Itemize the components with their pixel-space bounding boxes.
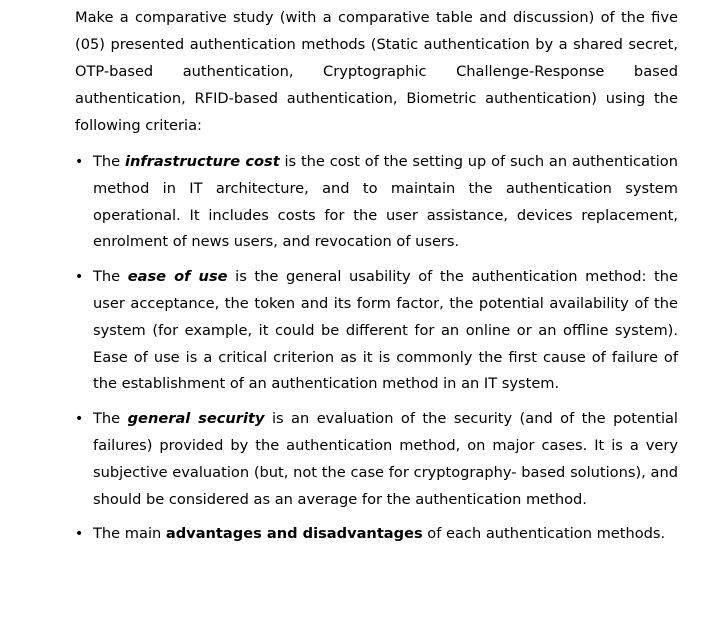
criterion-text: is the cost of the setting up of such an authentication method in IT architecture, and to maintain the authentication system operational. It includes costs for the user assistance, devices replacement, enrolment of news users, and revocation of users.	[93, 153, 678, 251]
intro-paragraph: Make a comparative study (with a comparative table and discussion) of the five (05) presented authentication methods (Static authentication by a shared secret, OTP-based authentication, Cryptographic Challenge-Response based authentication, RFID-based authentication, Biometric authentication) using the following criteria:	[75, 9, 678, 134]
criterion-term: general security	[127, 410, 265, 428]
criterion-prefix: The main	[93, 525, 166, 543]
bullet-icon: •	[75, 269, 84, 286]
criterion-prefix: The	[93, 268, 128, 286]
bullet-icon: •	[75, 411, 84, 428]
criterion-item-general-security	[75, 406, 678, 513]
criterion-term: advantages and disadvantages	[165, 525, 423, 543]
criterion-text: of each authentication methods.	[422, 525, 666, 543]
criterion-text: is the general usability of the authentication method: the user acceptance, the token and its form factor, the potential availability of the system (for example, it could be different for an online or an offline system). Ease of use is a critical criterion as it is commonly the first cause of failure of the establishment of an authentication method in an IT system.	[93, 268, 678, 393]
criteria-list	[75, 149, 678, 548]
criterion-prefix: The	[93, 410, 128, 428]
bullet-icon: •	[75, 154, 84, 170]
criterion-term: ease of use	[127, 268, 228, 286]
bullet-icon: •	[75, 526, 84, 543]
criterion-text: is an evaluation of the security (and of the potential failures) provided by the authentication method, on major cases. It is a very subjective evaluation (but, not the case for cryptography- based solutions), and should be considered as an average for the authentication method.	[93, 410, 678, 508]
criterion-item-advantages-disadvantages	[75, 521, 678, 548]
document-page	[75, 4, 678, 556]
criterion-term: infrastructure cost	[124, 153, 280, 170]
criterion-prefix: The	[93, 153, 125, 170]
criterion-item-infrastructure-cost	[75, 149, 678, 256]
criterion-item-ease-of-use	[75, 264, 678, 398]
